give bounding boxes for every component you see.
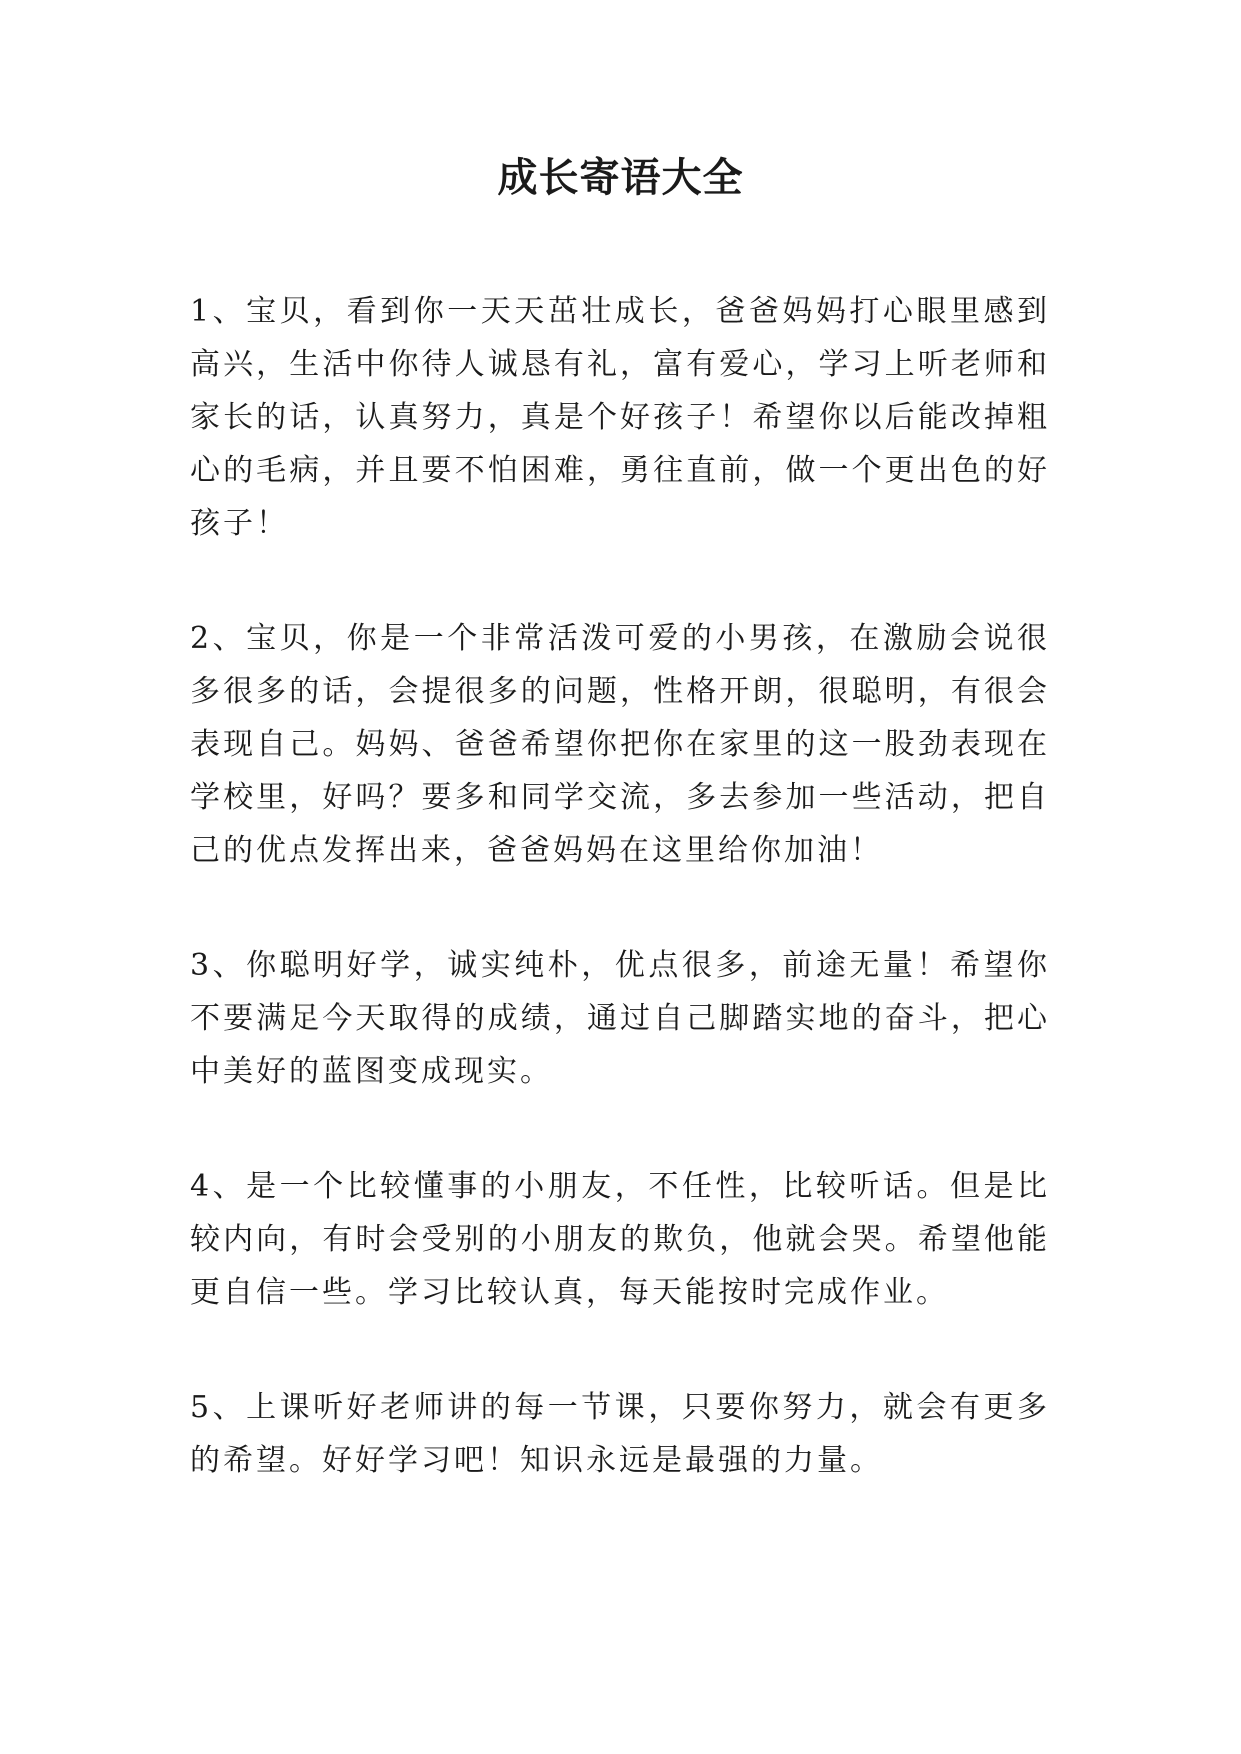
paragraph-3: 3、你聪明好学，诚实纯朴，优点很多，前途无量！希望你不要满足今天取得的成绩，通过自己脚踏实地的奋斗，把心中美好的蓝图变成现实。: [190, 948, 1050, 1089]
paragraph-5: 5、上课听好老师讲的每一节课，只要你努力，就会有更多的希望。好好学习吧！知识永远是最强的力量。: [190, 1390, 1050, 1478]
paragraph-2: 2、宝贝，你是一个非常活泼可爱的小男孩，在激励会说很多很多的话，会提很多的问题，性格开朗，很聪明，有很会表现自己。妈妈、爸爸希望你把你在家里的这一股劲表现在学校里，好吗？要多和同学交流，多去参加一些活动，把自己的优点发挥出来，爸爸妈妈在这里给你加油！: [190, 621, 1050, 868]
document-title: 成长寄语大全: [497, 155, 744, 201]
paragraph-4: 4、是一个比较懂事的小朋友，不任性，比较听话。但是比较内向，有时会受别的小朋友的欺负，他就会哭。希望他能更自信一些。学习比较认真，每天能按时完成作业。: [190, 1169, 1050, 1310]
paragraph-1: 1、宝贝，看到你一天天茁壮成长，爸爸妈妈打心眼里感到高兴，生活中你待人诚恳有礼，富有爱心，学习上听老师和家长的话，认真努力，真是个好孩子！希望你以后能改掉粗心的毛病，并且要不怕困难，勇往直前，做一个更出色的好孩子！: [190, 294, 1050, 541]
document-body: [190, 285, 1050, 1487]
